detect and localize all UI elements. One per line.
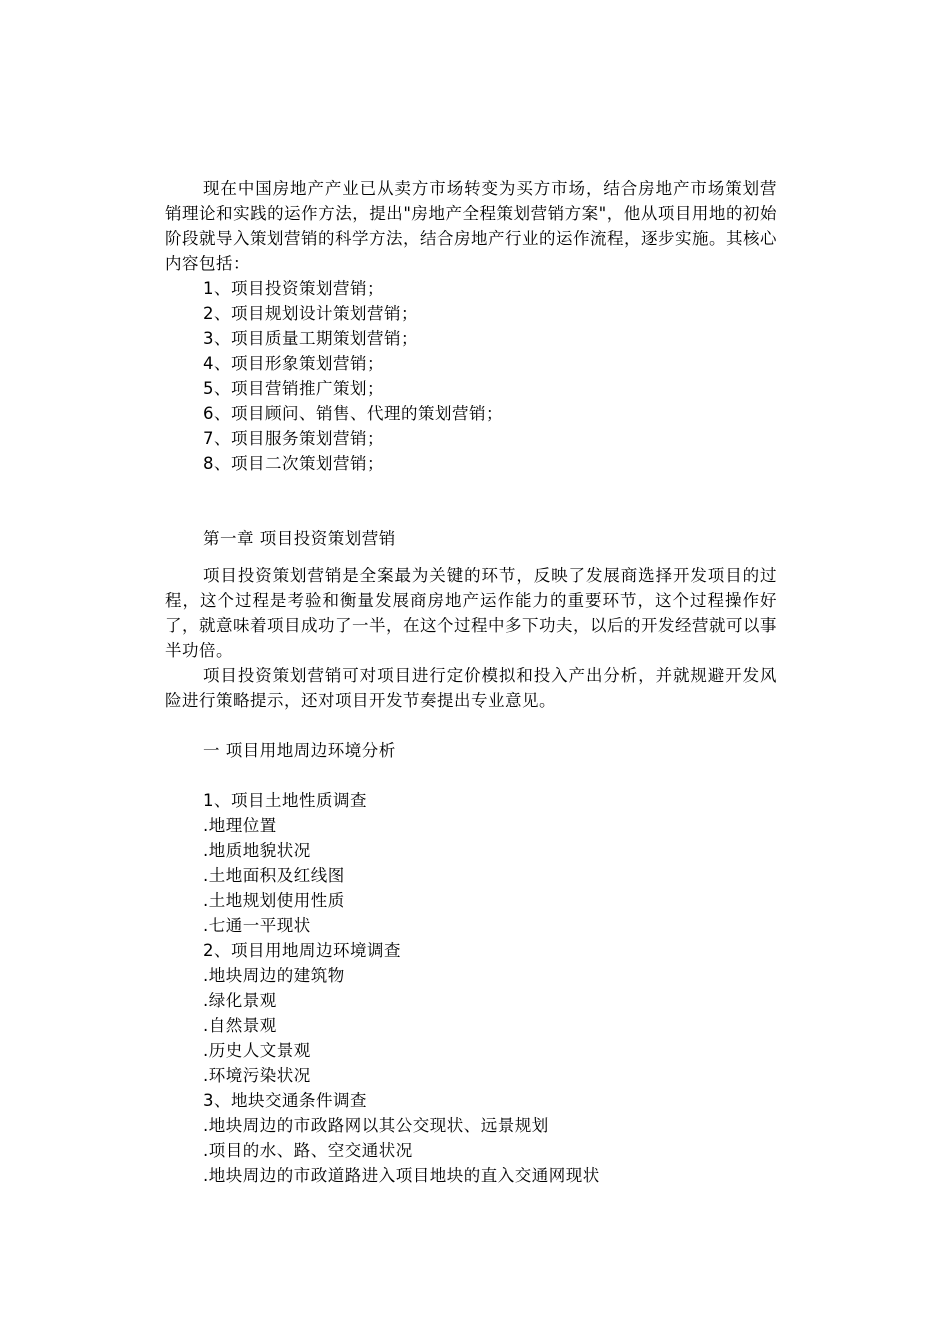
list-item: .土地规划使用性质 [203, 891, 345, 910]
list-item: 1、项目土地性质调查 [203, 791, 367, 810]
list-item: .自然景观 [203, 1016, 277, 1035]
intro-paragraph: 现在中国房地产产业已从卖方市场转变为买方市场，结合房地产市场策划营销理论和实践的运作方法，提出"房地产全程策划营销方案"，他从项目用地的初始阶段就导入策划营销的科学方法，结合房地产行业的运作流程，逐步实施。其核心内容包括： [165, 179, 777, 273]
chapter-paragraph: 项目投资策划营销可对项目进行定价模拟和投入产出分析，并就规避开发风险进行策略提示，还对项目开发节奏提出专业意见。 [165, 666, 777, 710]
list-item: 8、项目二次策划营销； [203, 454, 384, 473]
list-item: 6、项目顾问、销售、代理的策划营销； [203, 404, 503, 423]
section-items-list [165, 788, 777, 1188]
list-item: 5、项目营销推广策划； [203, 379, 384, 398]
chapter-title: 第一章 项目投资策划营销 [203, 529, 396, 548]
list-item: .七通一平现状 [203, 916, 311, 935]
list-item: 3、项目质量工期策划营销； [203, 329, 418, 348]
list-item: .土地面积及红线图 [203, 866, 345, 885]
list-item: .项目的水、路、空交通状况 [203, 1141, 413, 1160]
list-item: .历史人文景观 [203, 1041, 311, 1060]
list-item: .绿化景观 [203, 991, 277, 1010]
list-item: 2、项目用地周边环境调查 [203, 941, 401, 960]
core-items-list [165, 276, 777, 476]
list-item: 2、项目规划设计策划营销； [203, 304, 418, 323]
list-item: .地块周边的市政道路进入项目地块的直入交通网现状 [203, 1166, 600, 1185]
section-title: 一 项目用地周边环境分析 [203, 741, 396, 760]
list-item: .地块周边的建筑物 [203, 966, 345, 985]
list-item: .地理位置 [203, 816, 277, 835]
list-item: .地块周边的市政路网以其公交现状、远景规划 [203, 1116, 549, 1135]
list-item: 3、地块交通条件调查 [203, 1091, 367, 1110]
list-item: 1、项目投资策划营销； [203, 279, 384, 298]
chapter-paragraph: 项目投资策划营销是全案最为关键的环节，反映了发展商选择开发项目的过程，这个过程是考验和衡量发展商房地产运作能力的重要环节，这个过程操作好了，就意味着项目成功了一半，在这个过程中多下功夫，以后的开发经营就可以事半功倍。 [165, 566, 777, 660]
document-page [165, 176, 777, 1188]
list-item: 7、项目服务策划营销； [203, 429, 384, 448]
list-item: 4、项目形象策划营销； [203, 354, 384, 373]
list-item: .地质地貌状况 [203, 841, 311, 860]
list-item: .环境污染状况 [203, 1066, 311, 1085]
